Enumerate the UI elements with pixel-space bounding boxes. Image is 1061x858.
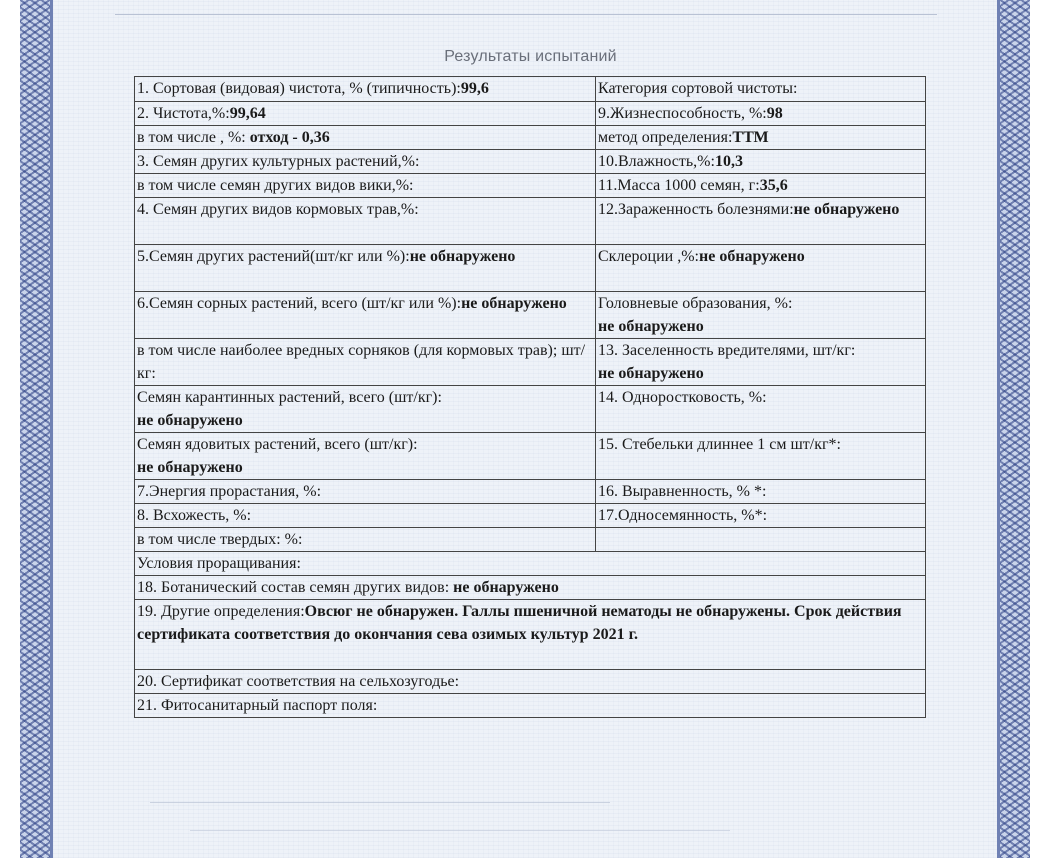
table-row: [135, 292, 926, 339]
table-cell: метод определения:ТТМ: [596, 126, 926, 150]
table-row: [135, 102, 926, 126]
table-cell: 1. Сортовая (видовая) чистота, % (типичность):99,6: [135, 77, 596, 102]
top-divider: [115, 14, 937, 15]
page-title: Результаты испытаний: [444, 48, 617, 65]
table-row: [135, 77, 926, 102]
table-row: [135, 504, 926, 528]
table-cell: Категория сортовой чистоты:: [596, 77, 926, 102]
table-row: [135, 150, 926, 174]
table-cell: 18. Ботанический состав семян других видов: не обнаружено: [135, 576, 926, 600]
table-cell: 9.Жизнеспособность, %:98: [596, 102, 926, 126]
table-row: [135, 386, 926, 433]
table-row: [135, 433, 926, 480]
table-cell: 6.Семян сорных растений, всего (шт/кг или %):не обнаружено: [135, 292, 596, 339]
table-cell: 8. Всхожесть, %:: [135, 504, 596, 528]
table-row: [135, 528, 926, 552]
table-row: [135, 174, 926, 198]
table-row: [135, 198, 926, 245]
results-table: [134, 76, 926, 718]
table-cell: 3. Семян других культурных растений,%:: [135, 150, 596, 174]
table-cell: 11.Масса 1000 семян, г:35,6: [596, 174, 926, 198]
table-cell: 19. Другие определения:Овсюг не обнаружен. Галлы пшеничной нематоды не обнаружены. Срок действия сертификата соответствия до окончания сева озимых культур 2021 г.: [135, 600, 926, 670]
table-cell: в том числе , %: отход - 0,36: [135, 126, 596, 150]
table-row: [135, 339, 926, 386]
table-cell: 5.Семян других растений(шт/кг или %):не обнаружено: [135, 245, 596, 292]
table-cell: 15. Стебельки длиннее 1 см шт/кг*:: [596, 433, 926, 480]
table-cell: в том числе семян других видов вики,%:: [135, 174, 596, 198]
table-cell: 20. Сертификат соответствия на сельхозугодье:: [135, 670, 926, 694]
table-row: [135, 694, 926, 718]
table-cell: 17.Односемянность, %*:: [596, 504, 926, 528]
table-cell: 12.Зараженность болезнями:не обнаружено: [596, 198, 926, 245]
table-cell: в том числе твердых: %:: [135, 528, 596, 552]
table-row: [135, 670, 926, 694]
table-cell: 21. Фитосанитарный паспорт поля:: [135, 694, 926, 718]
table-cell: 10.Влажность,%:10,3: [596, 150, 926, 174]
table-cell: 2. Чистота,%:99,64: [135, 102, 596, 126]
table-row: [135, 552, 926, 576]
table-cell: Семян карантинных растений, всего (шт/кг): не обнаружено: [135, 386, 596, 433]
table-cell: Склероции ,%:не обнаружено: [596, 245, 926, 292]
decorative-border-right: [1000, 0, 1030, 858]
table-row: [135, 126, 926, 150]
table-cell: в том числе наиболее вредных сорняков (для кормовых трав); шт/кг:: [135, 339, 596, 386]
table-cell: 4. Семян других видов кормовых трав,%:: [135, 198, 596, 245]
table-cell: Семян ядовитых растений, всего (шт/кг): не обнаружено: [135, 433, 596, 480]
table-cell: 16. Выравненность, % *:: [596, 480, 926, 504]
table-cell: 7.Энергия прорастания, %:: [135, 480, 596, 504]
table-cell: Условия проращивания:: [135, 552, 926, 576]
table-cell: 13. Заселенность вредителями, шт/кг: не обнаружено: [596, 339, 926, 386]
table-cell: 14. Однoростковость, %:: [596, 386, 926, 433]
faint-background-lines: [130, 790, 780, 850]
table-row: [135, 600, 926, 670]
table-cell: [596, 528, 926, 552]
table-row: [135, 480, 926, 504]
table-row: [135, 576, 926, 600]
decorative-border-left: [20, 0, 50, 858]
table-cell: Головневые образования, %: не обнаружено: [596, 292, 926, 339]
table-row: [135, 245, 926, 292]
